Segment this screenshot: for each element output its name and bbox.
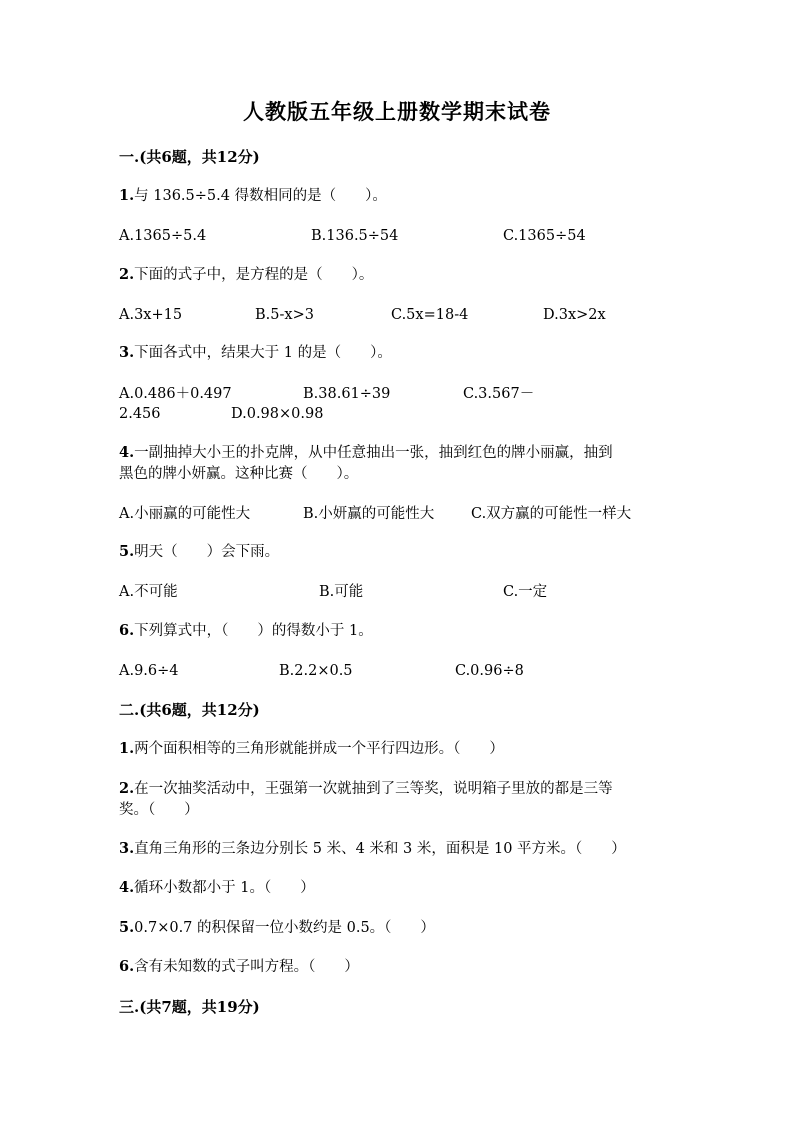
question-number: 2.: [119, 780, 135, 797]
option-b: B.小妍赢的可能性大: [303, 506, 435, 522]
question-number: 1.: [119, 740, 135, 757]
question-text-line1: 在一次抽奖活动中，王强第一次就抽到了三等奖，说明箱子里放的都是三等: [134, 781, 613, 797]
option-a: A.不可能: [119, 584, 178, 600]
question-number: 5.: [119, 919, 135, 936]
question-text: 0.7×0.7 的积保留一位小数约是 0.5。（ ）: [134, 920, 435, 936]
question-number: 3.: [119, 344, 135, 361]
option-d: D.3x>2x: [543, 307, 606, 323]
section-heading-3: 三.(共7题，共19分): [119, 998, 260, 1016]
option-a: A.9.6÷4: [119, 663, 179, 679]
option-a: A.0.486＋0.497: [119, 386, 232, 402]
option-b: B.2.2×0.5: [279, 663, 353, 679]
question-2-1: [119, 739, 504, 759]
question-number: 1.: [119, 187, 135, 204]
option-b: B.可能: [319, 584, 364, 600]
option-a: A.小丽赢的可能性大: [119, 506, 251, 522]
question-number: 3.: [119, 840, 135, 857]
option-a: A.1365÷5.4: [119, 228, 207, 244]
question-text: 含有未知数的式子叫方程。（ ）: [134, 959, 359, 975]
question-1-3: [119, 343, 392, 363]
question-2-4: [119, 878, 315, 898]
question-text: 直角三角形的三条边分别长 5 米、4 米和 3 米，面积是 10 平方米。（ ）: [134, 841, 626, 857]
question-number: 5.: [119, 543, 135, 560]
question-2-6: [119, 957, 359, 977]
option-c: C.双方赢的可能性一样大: [471, 506, 632, 522]
option-c: C.3.567－: [463, 386, 535, 402]
option-b: B.136.5÷54: [311, 228, 399, 244]
option-c: C.0.96÷8: [455, 663, 524, 679]
option-b: B.38.61÷39: [303, 386, 391, 402]
question-2-3: [119, 839, 626, 859]
question-text: 下面的式子中，是方程的是（ ）。: [134, 267, 374, 283]
option-c: C.一定: [503, 584, 548, 600]
question-text: 下面各式中，结果大于 1 的是（ ）。: [134, 345, 392, 361]
question-2-5: [119, 918, 435, 938]
question-text: 两个面积相等的三角形就能拼成一个平行四边形。（ ）: [134, 741, 504, 757]
option-b: B.5-x>3: [255, 307, 314, 323]
question-number: 4.: [119, 879, 135, 896]
option-d: D.0.98×0.98: [231, 406, 324, 422]
section-heading-1: 一.(共6题，共12分): [119, 148, 260, 166]
option-a: A.3x+15: [119, 307, 183, 323]
question-number: 6.: [119, 622, 135, 639]
question-text: 与 136.5÷5.4 得数相同的是（ ）。: [134, 188, 387, 204]
question-number: 6.: [119, 958, 135, 975]
question-1-4: [119, 443, 613, 463]
question-text: 下列算式中，（ ）的得数小于 1。: [134, 623, 373, 639]
question-text-line2: 奖。（ ）: [119, 802, 199, 818]
question-text-line1: 一副抽掉大小王的扑克牌，从中任意抽出一张，抽到红色的牌小丽赢，抽到: [134, 445, 613, 461]
question-number: 2.: [119, 266, 135, 283]
question-text: 循环小数都小于 1。（ ）: [134, 880, 315, 896]
question-1-6: [119, 621, 373, 641]
question-1-1: [119, 186, 387, 206]
option-c: C.5x=18-4: [391, 307, 469, 323]
option-c: C.1365÷54: [503, 228, 586, 244]
question-text: 明天（ ）会下雨。: [134, 544, 280, 560]
question-text-line2: 黑色的牌小妍赢。这种比赛（ ）。: [119, 466, 359, 482]
question-number: 4.: [119, 444, 135, 461]
question-1-5: [119, 542, 279, 562]
section-heading-2: 二.(共6题，共12分): [119, 701, 260, 719]
question-2-2: [119, 779, 613, 799]
question-1-2: [119, 265, 373, 285]
page-title: 人教版五年级上册数学期末试卷: [243, 99, 551, 124]
option-c-continued: 2.456: [119, 406, 161, 422]
